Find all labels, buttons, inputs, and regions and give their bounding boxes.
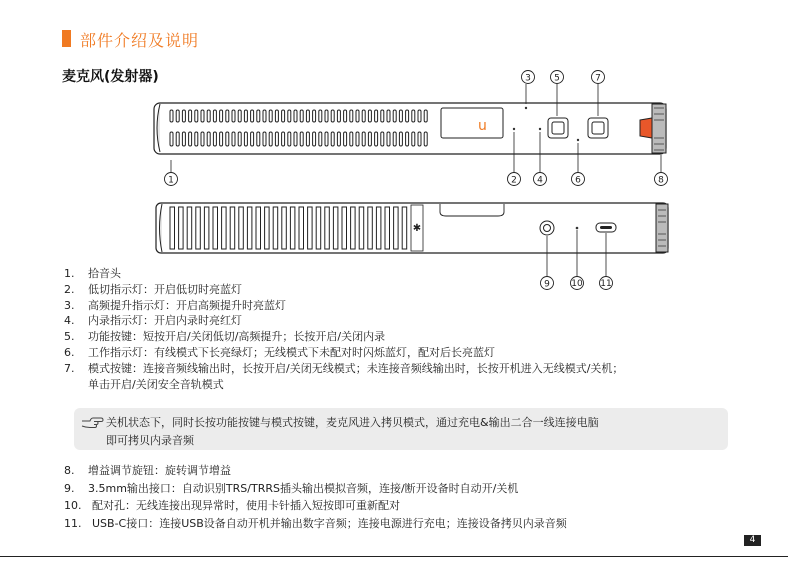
grille-slot: [342, 207, 347, 249]
list-item: 2. 低切指示灯：开启低切时亮蓝灯: [64, 282, 242, 296]
callout-7: 7: [595, 73, 601, 84]
grille-slot: [385, 207, 390, 249]
grille-slot: [196, 207, 201, 249]
grille-slot: [394, 207, 399, 249]
function-button: [548, 118, 568, 138]
grille-slot: [265, 207, 270, 249]
grille-slot: [316, 207, 321, 249]
display-window: [441, 108, 503, 138]
screw-icon: ✱: [412, 223, 422, 234]
grille-slot: [351, 207, 356, 249]
callout-3: 3: [525, 73, 531, 84]
list-item: 10. 配对孔：无线连接出现异常时，使用卡针插入短按即可重新配对: [64, 499, 400, 513]
microphone-top-view: [154, 103, 666, 154]
grille-slot: [213, 207, 218, 249]
grille-slot: [230, 207, 235, 249]
list-item: 1. 拾音头: [64, 267, 121, 280]
note-text-line-2: 即可拷贝内录音频: [106, 434, 194, 447]
list-item: 3. 高频提升指示灯：开启高频提升时亮蓝灯: [64, 298, 286, 312]
grille-slot: [308, 207, 313, 249]
grille-slot: [402, 207, 407, 249]
callout-9: 9: [544, 279, 550, 290]
grille-slot: [299, 207, 304, 249]
grille-slot: [282, 207, 287, 249]
grille-slot: [187, 207, 192, 249]
grille-slot: [222, 207, 227, 249]
brand-logo-icon: u: [478, 118, 487, 134]
callout-2: 2: [511, 175, 517, 186]
list-item: 5. 功能按键：短按开启/关闭低切/高频提升；长按开启/关闭内录: [64, 330, 386, 344]
mode-button: [588, 118, 608, 138]
list-item-continuation: 单击开启/关闭安全音轨模式: [88, 377, 224, 391]
microphone-bottom-view: [156, 203, 668, 253]
callout-5: 5: [554, 73, 560, 84]
grille-slot: [170, 207, 175, 249]
grille-slot: [239, 207, 244, 249]
callout-10: 10: [571, 279, 583, 289]
note-text-line-1: 关机状态下，同时长按功能按键与模式按键，麦克风进入拷贝模式，通过充电&输出二合一线连接电脑: [106, 416, 599, 429]
page-number: 4: [744, 535, 761, 546]
callout-1: 1: [168, 175, 174, 186]
grille-slot: [256, 207, 261, 249]
gain-knob-bottom: [656, 204, 668, 252]
callout-11: 11: [600, 279, 612, 289]
parts-list-2: [64, 462, 567, 532]
section-title: 部件介绍及说明: [80, 31, 200, 50]
grille-slot: [290, 207, 295, 249]
indicator-high-freq: [525, 107, 527, 109]
list-item: 9. 3.5mm输出接口：自动识别TRS/TRRS插头输出模拟音频，连接/断开设备时自动开/关机: [64, 481, 519, 495]
parts-list-1: [64, 266, 623, 392]
grille-slot: [247, 207, 252, 249]
grille-slot: [325, 207, 330, 249]
list-item: 6. 工作指示灯：有线模式下长亮绿灯；无线模式下未配对时闪烁蓝灯，配对后长亮蓝灯: [64, 345, 495, 359]
indicator-low-cut: [513, 128, 515, 130]
grille-slot: [204, 207, 209, 249]
grille-slot: [359, 207, 364, 249]
grille-slot: [368, 207, 373, 249]
indicator-record: [539, 128, 541, 130]
grille-slot: [376, 207, 381, 249]
grille-slot: [179, 207, 184, 249]
list-item: 11. USB-C接口：连接USB设备自动开机并输出数字音频；连接电源进行充电；连接设备拷贝内录音频: [64, 516, 567, 530]
grille-slot: [273, 207, 278, 249]
callout-8: 8: [658, 175, 664, 186]
callout-4: 4: [537, 175, 543, 186]
audio-jack-3-5mm: [540, 221, 554, 235]
footer-rule: [0, 556, 788, 557]
pair-hole: [576, 227, 579, 230]
callout-6: 6: [575, 175, 581, 186]
pointing-hand-icon: [80, 414, 104, 430]
list-item: 7. 模式按键：连接音频线输出时，长按开启/关闭无线模式；未连接音频线输出时，长按开机进入无线模式/关机；: [64, 361, 624, 375]
grille-slot: [333, 207, 338, 249]
work-indicator: [577, 139, 579, 141]
list-item: 4. 内录指示灯：开启内录时亮红灯: [64, 314, 242, 328]
list-item: 8. 增益调节旋钮：旋转调节增益: [64, 464, 231, 477]
subsection-title: 麦克风(发射器): [62, 69, 159, 85]
